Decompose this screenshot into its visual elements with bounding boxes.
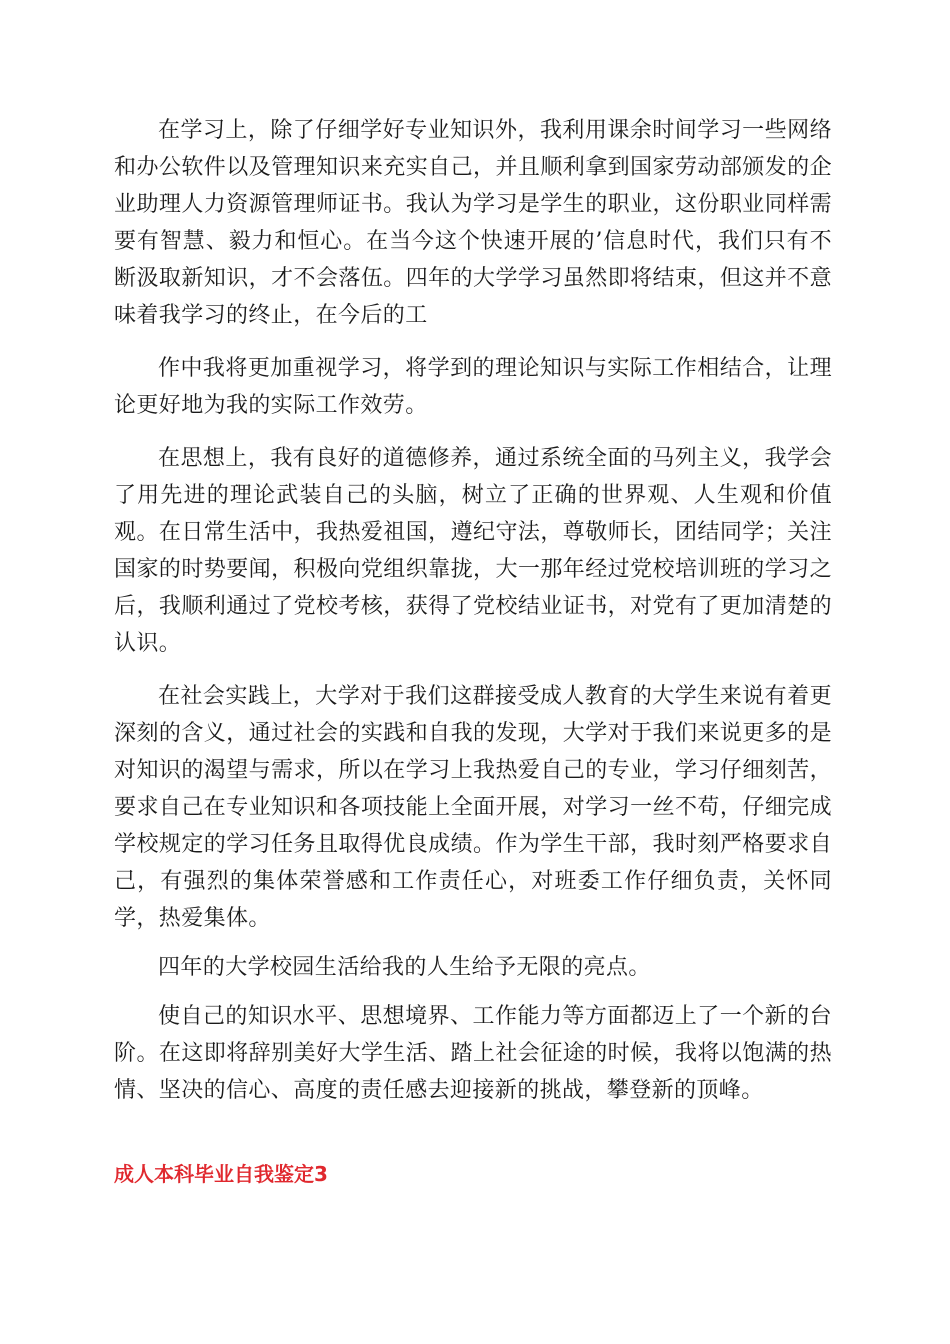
paragraph-study: 在学习上，除了仔细学好专业知识外，我利用课余时间学习一些网络和办公软件以及管理知识来充实自己，并且顺利拿到国家劳动部颁发的企业助理人力资源管理师证书。我认为学习是学生的职业，这份职业同样需要有智慧、毅力和恒心。在当今这个快速开展的’信息时代，我们只有不断汲取新知识，才不会落伍。四年的大学学习虽然即将结束，但这并不意味着我学习的终止，在今后的工 xyxy=(114,118,832,328)
paragraph-social-practice: 在社会实践上，大学对于我们这群接受成人教育的大学生来说有着更深刻的含义，通过社会的实践和自我的发现，大学对于我们来说更多的是对知识的渴望与需求，所以在学习上我热爱自己的专业，学习仔细刻苦，要求自己在专业知识和各项技能上全面开展，对学习一丝不苟，仔细完成学校规定的学习任务且取得优良成绩。作为学生干部，我时刻严格要求自己，有强烈的集体荣誉感和工作责任心，对班委工作仔细负责，关怀同学，热爱集体。 xyxy=(114,684,832,931)
section-heading: 成人本科毕业自我鉴定3 xyxy=(114,1162,328,1186)
paragraph-conclusion: 使自己的知识水平、思想境界、工作能力等方面都迈上了一个新的台阶。在这即将辞别美好大学生活、踏上社会征途的时候，我将以饱满的热情、坚决的信心、高度的责任感去迎接新的挑战，攀登新的顶峰。 xyxy=(114,1004,832,1103)
document-body xyxy=(114,112,832,1109)
paragraph-study-continued: 作中我将更加重视学习，将学到的理论知识与实际工作相结合，让理论更好地为我的实际工作效劳。 xyxy=(114,356,832,418)
paragraph-campus-life: 四年的大学校园生活给我的人生给予无限的亮点。 xyxy=(158,955,651,980)
paragraph-ideology: 在思想上，我有良好的道德修养，通过系统全面的马列主义，我学会了用先进的理论武装自己的头脑，树立了正确的世界观、人生观和价值观。在日常生活中，我热爱祖国，遵纪守法，尊敬师长，团结同学；关注国家的时势要闻，积极向党组织靠拢，大一那年经过党校培训班的学习之后，我顺利通过了党校考核，获得了党校结业证书，对党有了更加清楚的认识。 xyxy=(114,446,832,656)
